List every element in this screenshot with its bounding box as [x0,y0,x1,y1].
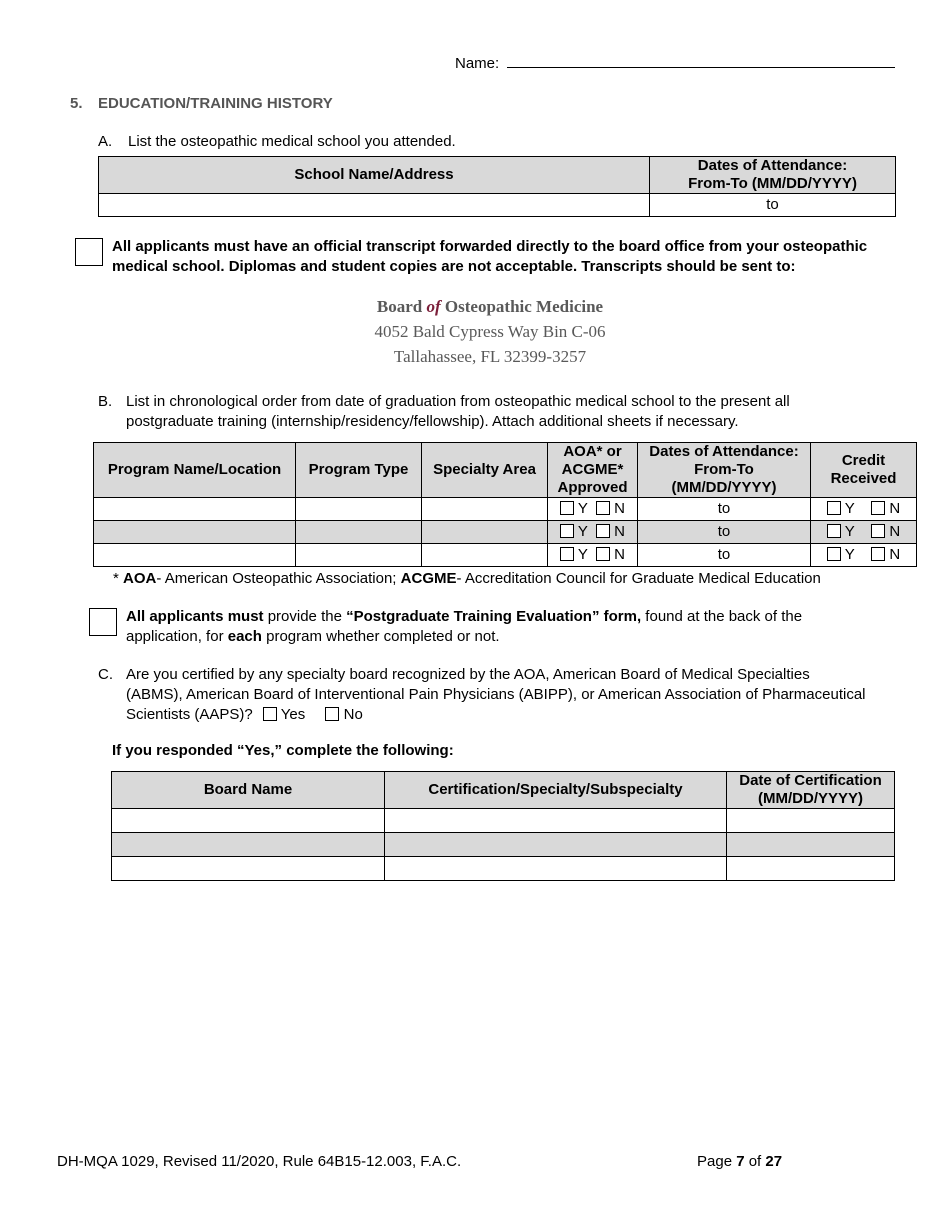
credit-yes-checkbox[interactable] [827,524,841,538]
postgrad-training-table [93,442,917,567]
certified-no-checkbox[interactable] [325,707,339,721]
board-name-cell[interactable] [112,857,385,881]
name-label: Name: [455,55,500,72]
specialty-area-header: Specialty Area [422,443,548,498]
approved-cell: Y N [548,521,638,544]
approved-no-checkbox[interactable] [596,524,610,538]
specialty-area-cell[interactable] [422,544,548,567]
page-number: Page 7 of 27 [697,1153,783,1170]
transcript-checkbox[interactable] [75,238,103,266]
section-title-text: EDUCATION/TRAINING HISTORY [98,95,333,112]
school-table [98,156,896,217]
certification-date-header: Date of Certification (MM/DD/YYYY) [727,772,895,809]
form-id: DH-MQA 1029, Revised 11/2020, Rule 64B15-12.003, F.A.C. [57,1153,462,1170]
certified-yes-checkbox[interactable] [263,707,277,721]
board-name-cell[interactable] [112,809,385,833]
table-row [94,544,917,567]
approved-no-checkbox[interactable] [596,501,610,515]
program-type-cell[interactable] [296,544,422,567]
approved-header: AOA* or ACGME* Approved [548,443,638,498]
school-name-cell[interactable] [99,194,650,217]
credit-no-checkbox[interactable] [871,547,885,561]
approved-no-checkbox[interactable] [596,547,610,561]
certification-cell[interactable] [385,857,727,881]
transcript-notice: All applicants must have an official transcript forwarded directly to the board office from your osteopathic medical school. Diplomas and student copies are not acceptable. Transcripts should be sent to: [112,238,868,275]
approved-yes-checkbox[interactable] [560,524,574,538]
program-name-cell[interactable] [94,521,296,544]
credit-yes-checkbox[interactable] [827,547,841,561]
school-name-header: School Name/Address [99,157,650,194]
credit-received-header: Credit Received [811,443,917,498]
certification-cell[interactable] [385,809,727,833]
training-dates-header: Dates of Attendance: From-To (MM/DD/YYYY) [638,443,811,498]
credit-cell: Y N [811,544,917,567]
credit-no-checkbox[interactable] [871,524,885,538]
table-row [94,498,917,521]
board-name-header: Board Name [112,772,385,809]
board-name-cell[interactable] [112,833,385,857]
program-type-header: Program Type [296,443,422,498]
approved-cell: Y N [548,544,638,567]
board-city: Tallahassee, FL 32399-3257 [393,347,587,366]
program-name-cell[interactable] [94,544,296,567]
credit-cell: Y N [811,521,917,544]
certification-table [111,771,895,881]
certification-date-cell[interactable] [727,857,895,881]
program-type-cell[interactable] [296,498,422,521]
table-row [112,833,895,857]
credit-no-checkbox[interactable] [871,501,885,515]
board-street: 4052 Bald Cypress Way Bin C-06 [374,322,606,341]
school-dates-cell[interactable]: to [650,194,896,217]
certification-date-cell[interactable] [727,833,895,857]
name-field[interactable] [455,55,895,72]
part-a-instruction: A. List the osteopathic medical school you attended. [98,133,456,150]
school-dates-header: Dates of Attendance: From-To (MM/DD/YYYY) [650,157,896,194]
part-b-instruction: B. List in chronological order from date of graduation from osteopathic medical school to the present all postgraduate training (internship/residency/fellowship). Attach additional sheets if necessary. [98,393,790,430]
section-number: 5. [70,95,83,112]
table-row [94,521,917,544]
program-type-cell[interactable] [296,521,422,544]
program-name-header: Program Name/Location [94,443,296,498]
training-dates-cell[interactable]: to [638,498,811,521]
board-address [0,294,950,369]
approved-yes-checkbox[interactable] [560,501,574,515]
part-c-question: C. Are you certified by any specialty board recognized by the AOA, American Board of Medical Specialties (ABMS), American Board of Interventional Pain Physicians (ABIPP), or American Association of Pharmaceutical Scientists (AAPS)? Yes No [98,666,866,723]
training-dates-cell[interactable]: to [638,521,811,544]
evaluation-notice: All applicants must provide the “Postgraduate Training Evaluation” form, found at the back of the application, for each program whether completed or not. [126,608,803,645]
evaluation-checkbox[interactable] [89,608,117,636]
table-row [112,809,895,833]
credit-yes-checkbox[interactable] [827,501,841,515]
table-row [112,857,895,881]
certification-header: Certification/Specialty/Subspecialty [385,772,727,809]
program-name-cell[interactable] [94,498,296,521]
approved-cell: Y N [548,498,638,521]
certification-date-cell[interactable] [727,809,895,833]
name-underline [507,67,895,68]
board-name: Board of Osteopathic Medicine [376,297,604,316]
training-dates-cell[interactable]: to [638,544,811,567]
specialty-area-cell[interactable] [422,521,548,544]
certification-followup: If you responded “Yes,” complete the following: [112,742,454,759]
approved-yes-checkbox[interactable] [560,547,574,561]
specialty-area-cell[interactable] [422,498,548,521]
certification-cell[interactable] [385,833,727,857]
credit-cell: Y N [811,498,917,521]
abbreviation-footnote: * AOA- American Osteopathic Association; ACGME- Accreditation Council for Graduate Medical Education [113,570,821,587]
section-title [70,95,333,112]
